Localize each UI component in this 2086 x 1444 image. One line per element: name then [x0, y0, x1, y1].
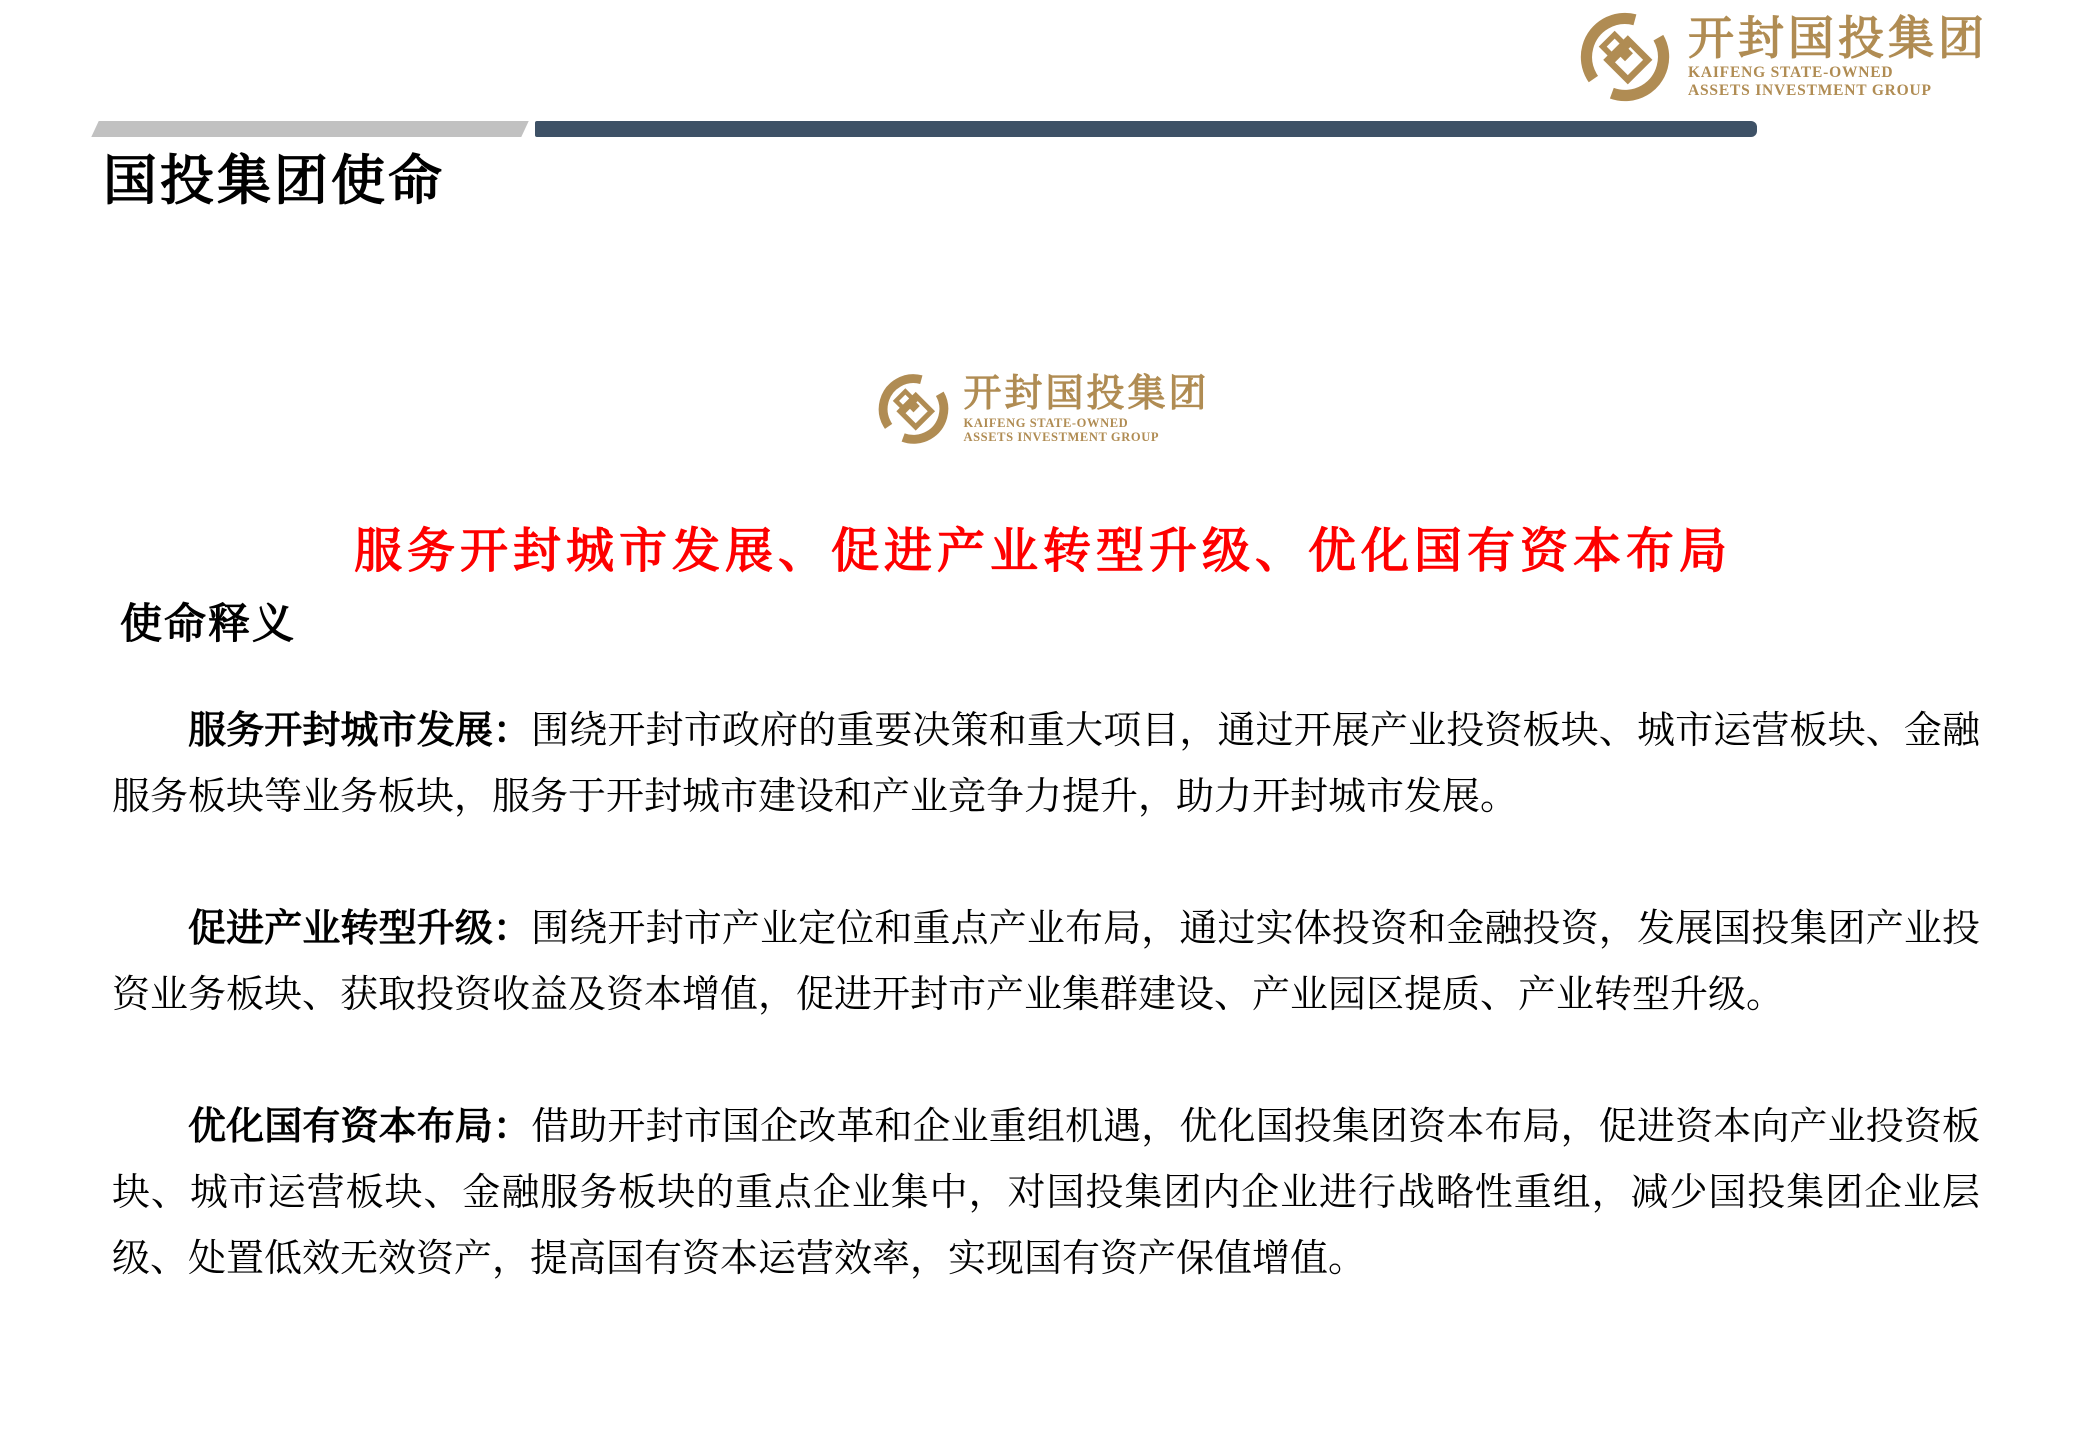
paragraph-lead: 服务开封城市发展：	[188, 710, 532, 752]
paragraph-lead: 促进产业转型升级：	[188, 908, 532, 950]
brand-name-cn: 开封国投集团	[1688, 12, 1988, 64]
brand-name-en-line2: ASSETS INVESTMENT GROUP	[963, 430, 1160, 445]
mission-paragraph	[112, 896, 1980, 1028]
header-logo	[1578, 10, 1988, 104]
paragraph-lead: 优化国有资本布局：	[188, 1106, 532, 1148]
paragraph-body: 借助开封市国企改革和企业重组机遇，优化国投集团资本布局，促进资本向产业投资板块、城市运营板块、金融服务板块的重点企业集中，对国投集团内企业进行战略性重组，减少国投集团企业层级、处置低效无效资产，提高国有资本运营效率，实现国有资产保值增值。	[112, 1106, 1980, 1280]
mission-paragraphs	[112, 698, 1980, 1358]
mission-paragraph	[112, 698, 1980, 830]
paragraph-body: 围绕开封市产业定位和重点产业布局，通过实体投资和金融投资，发展国投集团产业投资业务板块、获取投资收益及资本增值，促进开封市产业集群建设、产业园区提质、产业转型升级。	[112, 908, 1980, 1016]
brand-name-en-line1: KAIFENG STATE-OWNED	[963, 415, 1129, 430]
mission-paragraph	[112, 1094, 1980, 1292]
brand-name-cn: 开封国投集团	[963, 373, 1210, 416]
brand-emblem-icon	[876, 372, 950, 446]
brand-name-en-line1: KAIFENG STATE-OWNED	[1688, 64, 1894, 82]
header-rule	[89, 121, 1757, 137]
brand-text	[963, 373, 1209, 444]
center-logo	[876, 372, 1209, 446]
brand-emblem-icon	[1578, 10, 1672, 104]
header-rule-gray-segment	[91, 121, 528, 137]
mission-headline: 服务开封城市发展、促进产业转型升级、优化国有资本布局	[353, 525, 1732, 578]
section-heading: 使命释义	[120, 600, 297, 647]
paragraph-body: 围绕开封市政府的重要决策和重大项目，通过开展产业投资板块、城市运营板块、金融服务板块等业务板块，服务于开封城市建设和产业竞争力提升，助力开封城市发展。	[112, 710, 1980, 818]
header-rule-dark-segment	[535, 121, 1757, 137]
brand-text	[1688, 14, 1988, 100]
brand-name-en-line2: ASSETS INVESTMENT GROUP	[1688, 82, 1932, 100]
page-title: 国投集团使命	[103, 151, 445, 211]
